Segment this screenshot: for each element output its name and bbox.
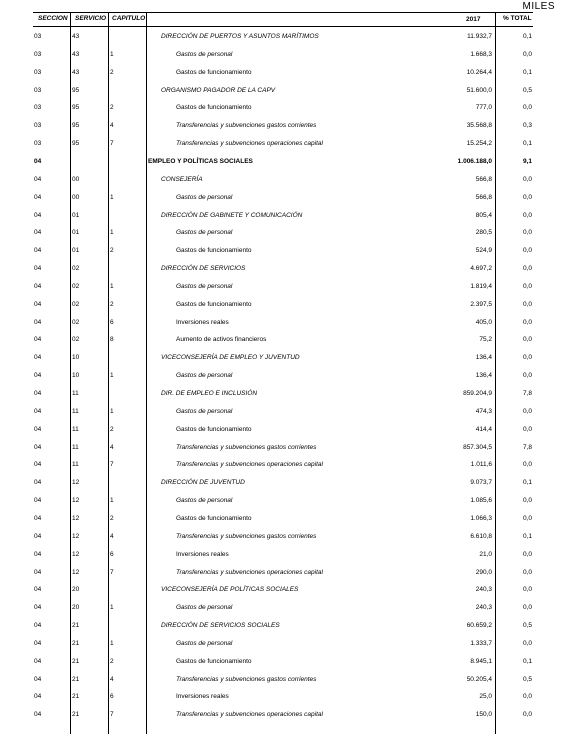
cell-description: Transferencias y subvenciones operaciones capital [176, 568, 323, 576]
table-row [0, 225, 565, 243]
cell-servicio: 01 [72, 229, 80, 237]
cell-amount-2017: 777,0 [475, 104, 492, 112]
cell-description: Transferencias y subvenciones operaciones capital [176, 711, 323, 719]
cell-capitulo: 1 [110, 407, 114, 415]
cell-capitulo: 6 [110, 693, 114, 701]
cell-servicio: 95 [72, 104, 80, 112]
cell-pct-total: 0,0 [522, 514, 532, 522]
cell-seccion: 04 [34, 354, 42, 362]
cell-pct-total: 0,0 [522, 550, 532, 558]
cell-amount-2017: 1.066,3 [470, 514, 492, 522]
cell-description: Gastos de personal [176, 372, 233, 380]
cell-pct-total: 0,1 [522, 657, 532, 665]
cell-pct-total: 0,0 [522, 175, 532, 183]
cell-pct-total: 0,1 [522, 479, 532, 487]
cell-seccion: 04 [34, 282, 42, 290]
cell-pct-total: 0,1 [522, 140, 532, 148]
cell-amount-2017: 11.932,7 [467, 33, 492, 40]
cell-seccion: 04 [34, 622, 42, 630]
cell-description: Gastos de funcionamiento [176, 514, 252, 522]
cell-servicio: 12 [72, 568, 80, 576]
cell-capitulo: 1 [110, 50, 114, 58]
cell-pct-total: 0,5 [522, 622, 532, 630]
cell-capitulo: 2 [110, 425, 114, 433]
cell-amount-2017: 414,4 [475, 425, 492, 433]
table-row [0, 440, 565, 458]
cell-seccion: 03 [34, 50, 42, 58]
table-row [0, 279, 565, 297]
cell-amount-2017: 290,0 [475, 568, 492, 576]
cell-servicio: 01 [72, 247, 80, 255]
cell-amount-2017: 10.264,4 [466, 68, 492, 76]
cell-pct-total: 0,0 [522, 211, 532, 219]
cell-seccion: 03 [34, 140, 42, 148]
cell-pct-total: 0,3 [522, 122, 532, 130]
cell-seccion: 04 [34, 372, 42, 380]
cell-amount-2017: 51.600,0 [466, 86, 492, 94]
cell-servicio: 00 [72, 175, 80, 183]
cell-description: Gastos de personal [176, 50, 233, 58]
cell-servicio: 00 [72, 193, 80, 201]
cell-capitulo: 2 [110, 68, 114, 76]
cell-seccion: 04 [34, 229, 42, 237]
cell-seccion: 04 [34, 532, 42, 540]
cell-capitulo: 2 [110, 514, 114, 522]
cell-capitulo: 7 [110, 711, 114, 719]
cell-description: DIRECCIÓN DE PUERTOS Y ASUNTOS MARÍTIMOS [161, 33, 319, 40]
cell-capitulo: 6 [110, 550, 114, 558]
cell-seccion: 04 [34, 514, 42, 522]
table-row [0, 261, 565, 279]
cell-capitulo: 1 [110, 282, 114, 290]
cell-capitulo: 6 [110, 318, 114, 326]
cell-servicio: 11 [72, 443, 79, 451]
cell-amount-2017: 9.073,7 [470, 479, 492, 487]
cell-servicio: 43 [72, 68, 80, 76]
cell-pct-total: 0,1 [522, 68, 532, 76]
cell-servicio: 43 [72, 50, 80, 58]
table-row [0, 636, 565, 654]
table-row [0, 368, 565, 386]
cell-seccion: 04 [34, 657, 42, 665]
table-row [0, 243, 565, 261]
cell-seccion: 03 [34, 86, 42, 94]
cell-seccion: 04 [34, 336, 42, 344]
cell-description: Inversiones reales [176, 318, 229, 326]
cell-description: Transferencias y subvenciones gastos corrientes [176, 532, 317, 540]
cell-servicio: 21 [72, 711, 80, 719]
cell-description: DIRECCIÓN DE SERVICIOS [161, 265, 246, 273]
cell-seccion: 04 [34, 461, 42, 469]
cell-capitulo: 4 [110, 675, 114, 683]
cell-amount-2017: 6.610,8 [470, 532, 492, 540]
cell-servicio: 21 [72, 675, 80, 683]
table-row [0, 654, 565, 672]
cell-servicio: 12 [72, 479, 80, 487]
table-row [0, 493, 565, 511]
cell-servicio: 01 [72, 211, 80, 219]
cell-description: Gastos de personal [176, 639, 233, 647]
cell-capitulo: 4 [110, 532, 114, 540]
cell-pct-total: 0,0 [522, 229, 532, 237]
cell-pct-total: 0,1 [522, 33, 532, 40]
table-row [0, 565, 565, 583]
cell-description: Gastos de funcionamiento [176, 247, 252, 255]
cell-description: DIRECCIÓN DE JUVENTUD [161, 479, 245, 487]
cell-amount-2017: 1.085,6 [470, 497, 492, 505]
cell-servicio: 12 [72, 532, 80, 540]
cell-capitulo: 1 [110, 639, 114, 647]
cell-pct-total: 9,1 [522, 157, 532, 165]
table-row [0, 707, 565, 725]
table-row [0, 457, 565, 475]
cell-seccion: 03 [34, 68, 42, 76]
cell-seccion: 03 [34, 122, 42, 130]
cell-seccion: 04 [34, 711, 42, 719]
cell-servicio: 12 [72, 550, 80, 558]
cell-seccion: 03 [34, 104, 42, 112]
cell-description: Gastos de personal [176, 282, 233, 290]
cell-pct-total: 0,5 [522, 675, 532, 683]
table-row [0, 208, 565, 226]
cell-capitulo: 4 [110, 122, 114, 130]
cell-description: Aumento de activos financieros [176, 336, 267, 344]
cell-description: Gastos de personal [176, 193, 233, 201]
units-label: MILES [522, 1, 555, 12]
cell-amount-2017: 405,0 [475, 318, 492, 326]
cell-servicio: 21 [72, 639, 80, 647]
cell-servicio: 02 [72, 265, 80, 273]
cell-seccion: 04 [34, 318, 42, 326]
cell-description: Transferencias y subvenciones gastos corrientes [176, 443, 317, 451]
cell-pct-total: 0,0 [522, 265, 532, 273]
cell-pct-total: 0,0 [522, 336, 532, 344]
cell-amount-2017: 566,8 [475, 193, 492, 201]
cell-amount-2017: 4.697,2 [470, 265, 492, 273]
table-row [0, 297, 565, 315]
cell-amount-2017: 150,0 [475, 711, 492, 719]
header-capitulo: CAPITULO [112, 15, 146, 22]
table-row [0, 65, 565, 83]
cell-capitulo: 4 [110, 443, 114, 451]
cell-seccion: 04 [34, 265, 42, 273]
cell-seccion: 04 [34, 300, 42, 308]
cell-seccion: 04 [34, 604, 42, 612]
cell-pct-total: 0,0 [522, 497, 532, 505]
cell-capitulo: 1 [110, 193, 114, 201]
cell-servicio: 12 [72, 497, 80, 505]
cell-pct-total: 0,0 [522, 425, 532, 433]
cell-capitulo: 2 [110, 300, 114, 308]
table-row [0, 689, 565, 707]
cell-amount-2017: 35.568,8 [466, 122, 492, 130]
table-row [0, 511, 565, 529]
cell-pct-total: 7,8 [522, 390, 532, 397]
cell-seccion: 04 [34, 247, 42, 255]
cell-pct-total: 0,0 [522, 604, 532, 612]
cell-seccion: 04 [34, 639, 42, 647]
cell-pct-total: 0,0 [522, 711, 532, 719]
cell-description: Transferencias y subvenciones operaciones capital [176, 140, 323, 148]
table-row [0, 172, 565, 190]
cell-pct-total: 0,0 [522, 50, 532, 58]
cell-description: VICECONSEJERÍA DE POLÍTICAS SOCIALES [161, 586, 299, 594]
table-row [0, 136, 565, 154]
cell-amount-2017: 566,8 [475, 175, 492, 183]
cell-servicio: 12 [72, 514, 80, 522]
cell-description: DIRECCIÓN DE GABINETE Y COMUNICACIÓN [161, 211, 303, 219]
cell-description: DIRECCIÓN DE SERVICIOS SOCIALES [161, 622, 280, 630]
cell-seccion: 04 [34, 390, 42, 397]
table-row [0, 600, 565, 618]
cell-amount-2017: 75,2 [479, 336, 492, 344]
cell-description: Gastos de funcionamiento [176, 300, 252, 308]
cell-description: ORGANISMO PAGADOR DE LA CAPV [161, 86, 276, 94]
cell-capitulo: 2 [110, 247, 114, 255]
cell-amount-2017: 1.333,7 [470, 639, 492, 647]
cell-amount-2017: 1.819,4 [470, 282, 492, 290]
cell-seccion: 04 [34, 193, 42, 201]
table-row [0, 404, 565, 422]
cell-seccion: 04 [34, 175, 42, 183]
cell-servicio: 02 [72, 318, 80, 326]
cell-servicio: 10 [72, 354, 80, 362]
table-row [0, 386, 565, 404]
cell-amount-2017: 21,0 [479, 550, 492, 558]
cell-capitulo: 2 [110, 104, 114, 112]
cell-pct-total: 0,0 [522, 407, 532, 415]
cell-pct-total: 0,0 [522, 282, 532, 290]
cell-description: CONSEJERÍA [161, 175, 203, 183]
cell-capitulo: 1 [110, 372, 114, 380]
cell-description: Gastos de personal [176, 229, 233, 237]
table-row [0, 582, 565, 600]
cell-description: Gastos de personal [176, 407, 233, 415]
cell-servicio: 02 [72, 282, 80, 290]
cell-capitulo: 7 [110, 568, 114, 576]
table-row [0, 350, 565, 368]
cell-seccion: 04 [34, 479, 42, 487]
cell-servicio: 11 [72, 407, 79, 415]
cell-description: Inversiones reales [176, 693, 229, 701]
header-seccion: SECCION [38, 15, 68, 22]
cell-description: Gastos de funcionamiento [176, 657, 252, 665]
cell-servicio: 20 [72, 586, 80, 594]
header-pct-total: % TOTAL [503, 15, 532, 22]
cell-seccion: 04 [34, 568, 42, 576]
cell-pct-total: 0,0 [522, 300, 532, 308]
cell-capitulo: 1 [110, 497, 114, 505]
cell-amount-2017: 805,4 [475, 211, 492, 219]
cell-amount-2017: 280,5 [475, 229, 492, 237]
cell-description: Transferencias y subvenciones gastos corrientes [176, 122, 317, 130]
cell-seccion: 04 [34, 425, 42, 433]
cell-description: EMPLEO Y POLÍTICAS SOCIALES [148, 157, 253, 165]
table-row [0, 422, 565, 440]
cell-pct-total: 0,0 [522, 586, 532, 594]
cell-capitulo: 7 [110, 461, 114, 469]
cell-servicio: 21 [72, 693, 80, 701]
cell-amount-2017: 859.204,9 [463, 390, 492, 397]
cell-servicio: 95 [72, 86, 80, 94]
cell-pct-total: 0,1 [522, 532, 532, 540]
table-row [0, 100, 565, 118]
cell-servicio: 11 [72, 390, 79, 397]
cell-pct-total: 0,0 [522, 354, 532, 362]
table-row [0, 47, 565, 65]
cell-pct-total: 0,5 [522, 86, 532, 94]
cell-amount-2017: 1.006.188,0 [457, 157, 492, 165]
cell-seccion: 04 [34, 675, 42, 683]
cell-pct-total: 0,0 [522, 639, 532, 647]
cell-servicio: 43 [72, 33, 80, 40]
cell-capitulo: 2 [110, 657, 114, 665]
cell-servicio: 11 [72, 425, 79, 433]
table-row [0, 332, 565, 350]
cell-servicio: 11 [72, 461, 79, 469]
header-year: 2017 [466, 16, 481, 23]
cell-servicio: 21 [72, 657, 80, 665]
cell-description: Transferencias y subvenciones gastos corrientes [176, 675, 317, 683]
cell-capitulo: 8 [110, 336, 114, 344]
cell-description: Gastos de funcionamiento [176, 425, 252, 433]
table-row [0, 672, 565, 690]
cell-seccion: 04 [34, 157, 42, 165]
table-row [0, 547, 565, 565]
cell-amount-2017: 136,4 [475, 354, 492, 362]
cell-description: DIR. DE EMPLEO E INCLUSIÓN [161, 390, 258, 397]
table-row [0, 315, 565, 333]
cell-pct-total: 0,0 [522, 568, 532, 576]
cell-amount-2017: 50.205,4 [466, 675, 492, 683]
cell-amount-2017: 60.659,2 [466, 622, 492, 630]
cell-servicio: 02 [72, 300, 80, 308]
cell-capitulo: 7 [110, 140, 114, 148]
header-servicio: SERVICIO [75, 15, 107, 22]
cell-servicio: 02 [72, 336, 80, 344]
cell-seccion: 04 [34, 211, 42, 219]
cell-servicio: 95 [72, 140, 80, 148]
cell-seccion: 04 [34, 693, 42, 701]
cell-pct-total: 0,0 [522, 372, 532, 380]
cell-description: Gastos de funcionamiento [176, 68, 252, 76]
cell-amount-2017: 1.668,3 [470, 50, 492, 58]
cell-amount-2017: 524,9 [475, 247, 492, 255]
table-row [0, 618, 565, 636]
cell-amount-2017: 240,3 [475, 604, 492, 612]
cell-seccion: 03 [34, 33, 42, 40]
cell-amount-2017: 8.945,1 [470, 657, 492, 665]
cell-pct-total: 0,0 [522, 461, 532, 469]
cell-pct-total: 0,0 [522, 318, 532, 326]
cell-amount-2017: 474,3 [475, 407, 492, 415]
cell-capitulo: 1 [110, 604, 114, 612]
cell-amount-2017: 1.011,6 [470, 461, 492, 469]
cell-pct-total: 0,0 [522, 693, 532, 701]
cell-description: Transferencias y subvenciones operaciones capital [176, 461, 323, 469]
cell-pct-total: 0,0 [522, 247, 532, 255]
cell-amount-2017: 25,0 [479, 693, 492, 701]
cell-seccion: 04 [34, 407, 42, 415]
cell-amount-2017: 2.397,5 [470, 300, 492, 308]
cell-servicio: 10 [72, 372, 80, 380]
cell-seccion: 04 [34, 586, 42, 594]
table-row [0, 29, 565, 47]
cell-servicio: 95 [72, 122, 80, 130]
cell-servicio: 21 [72, 622, 80, 630]
cell-amount-2017: 240,3 [475, 586, 492, 594]
cell-amount-2017: 136,4 [475, 372, 492, 380]
table-row [0, 118, 565, 136]
cell-amount-2017: 15.254,2 [466, 140, 492, 148]
cell-description: VICECONSEJERÍA DE EMPLEO Y JUVENTUD [161, 354, 300, 362]
cell-description: Gastos de personal [176, 497, 233, 505]
cell-description: Gastos de personal [176, 604, 233, 612]
cell-seccion: 04 [34, 497, 42, 505]
table-row [0, 190, 565, 208]
cell-capitulo: 1 [110, 229, 114, 237]
cell-description: Inversiones reales [176, 550, 229, 558]
cell-pct-total: 7,8 [522, 443, 532, 451]
table-row [0, 83, 565, 101]
cell-amount-2017: 857.304,5 [463, 443, 492, 451]
table-row [0, 529, 565, 547]
table-row [0, 475, 565, 493]
cell-description: Gastos de funcionamiento [176, 104, 252, 112]
table-row [0, 154, 565, 172]
cell-seccion: 04 [34, 443, 42, 451]
cell-servicio: 20 [72, 604, 80, 612]
cell-seccion: 04 [34, 550, 42, 558]
cell-pct-total: 0,0 [522, 104, 532, 112]
cell-pct-total: 0,0 [522, 193, 532, 201]
